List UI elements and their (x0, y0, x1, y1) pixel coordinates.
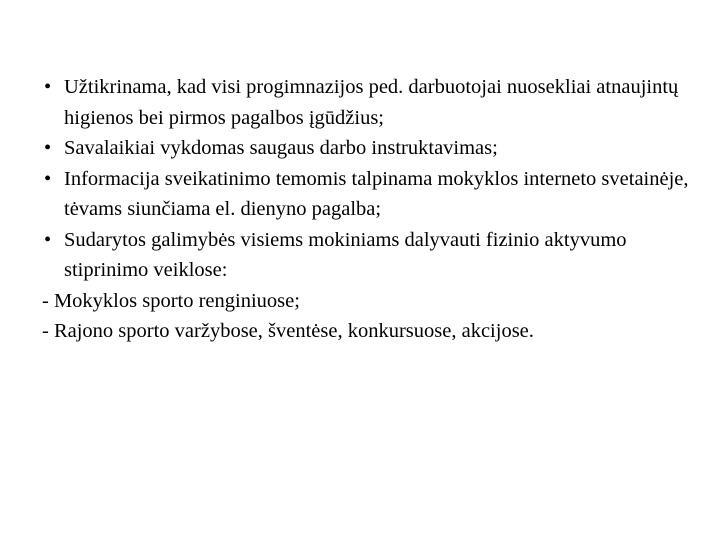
dash-line-item: - Rajono sporto varžybose, šventėse, konkursuose, akcijose. (42, 320, 534, 342)
bullet-item (44, 164, 704, 225)
bullet-icon: • (44, 228, 52, 251)
bullet-icon: • (44, 137, 52, 159)
dash-line-item: - Mokyklos sporto renginiuose; (42, 289, 300, 312)
bullet-item (44, 72, 704, 133)
bullet-list (44, 72, 704, 286)
bullet-icon: • (44, 167, 52, 190)
bullet-text: Informacija sveikatinimo temomis talpinama mokyklos interneto svetainėje, tėvams siunčiama el. dienyno pagalba; (64, 167, 689, 220)
bullet-text: Savalaikiai vykdomas saugaus darbo instruktavimas; (64, 137, 498, 159)
slide-body (44, 72, 704, 347)
bullet-text: Užtikrinama, kad visi progimnazijos ped. darbuotojai nuosekliai atnaujintų higienos bei pirmos pagalbos įgūdžius; (64, 76, 679, 129)
bullet-item (44, 225, 704, 286)
bullet-icon: • (44, 76, 52, 98)
bullet-text: Sudarytos galimybės visiems mokiniams dalyvauti fizinio aktyvumo stiprinimo veiklose: (64, 228, 627, 281)
bullet-item (44, 133, 704, 164)
